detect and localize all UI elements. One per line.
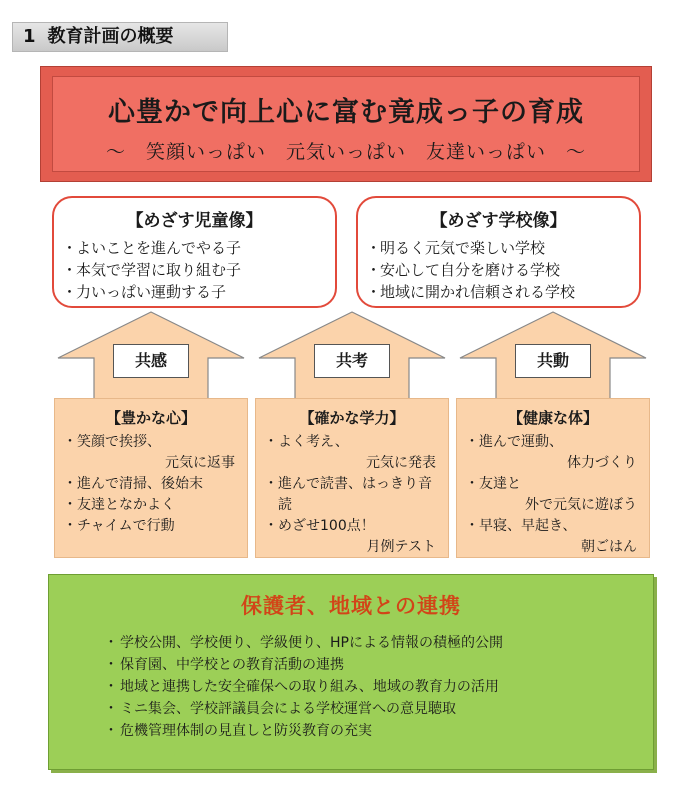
pillar-title: 【確かな学力】 <box>299 409 405 427</box>
goal-box-school <box>356 196 641 308</box>
pillar-kyodo <box>456 308 650 558</box>
pillar-item-line: 元気に返事 <box>165 455 235 471</box>
pillar-title: 【豊かな心】 <box>105 409 196 427</box>
goal-item: ・ よいことを進んでやる子 <box>76 237 335 259</box>
partnership-item: ・ 地域と連携した安全確保への取り組み、地域の教育力の活用 <box>120 676 654 698</box>
pillar-item-line: 朝ごはん <box>581 539 637 555</box>
goal-list <box>358 237 639 303</box>
goal-item: ・ 地域に開かれ信頼される学校 <box>380 281 639 303</box>
pillar-kyoko <box>255 308 449 558</box>
pillar-tag: 共動 <box>515 344 591 378</box>
pillar-item: ・ チャイムで行動 <box>77 516 239 537</box>
pillar-panel <box>456 398 650 558</box>
pillar-item <box>278 432 440 474</box>
pillar-item <box>479 474 641 516</box>
goal-box-title: 【めざす学校像】 <box>430 211 567 231</box>
pillar-item-line: 外で元気に遊ぼう <box>525 497 637 513</box>
goal-list <box>54 237 335 303</box>
pillar-item: ・ 進んで清掃、後始末 <box>77 474 239 495</box>
goal-item: ・ 力いっぱい運動する子 <box>76 281 335 303</box>
pillar-item <box>479 516 641 558</box>
pillar-list <box>55 432 247 537</box>
pillar-kyokan <box>54 308 248 558</box>
partnership-panel <box>48 574 654 770</box>
pillar-item <box>479 432 641 474</box>
vision-statement: 心豊かで向上心に富む竟成っ子の育成 <box>108 97 584 128</box>
pillar-item-line: 元気に発表 <box>366 455 436 471</box>
vision-banner <box>40 66 652 182</box>
partnership-item: ・ ミニ集会、学校評議員会による学校運営への意見聴取 <box>120 698 654 720</box>
partnership-item: ・ 学校公開、学校便り、学級便り、HPによる情報の積極的公開 <box>120 632 654 654</box>
partnership-item: ・ 保育園、中学校との教育活動の連携 <box>120 654 654 676</box>
pillar-item: ・ 進んで読書、はっきり音読 <box>278 474 440 516</box>
pillar-list <box>457 432 649 558</box>
section-number: 1 <box>23 26 36 47</box>
pillar-item-line: 笑顔で挨拶、 <box>77 434 161 450</box>
pillar-panel <box>255 398 449 558</box>
pillar-item-line: よく考え、 <box>278 434 349 450</box>
pillar-item: ・ 友達となかよく <box>77 495 239 516</box>
goal-item: ・ 本気で学習に取り組む子 <box>76 259 335 281</box>
pillar-list <box>256 432 448 558</box>
section-title <box>12 22 228 52</box>
pillar-item-line: 友達と <box>479 476 521 492</box>
pillar-item-line: 月例テスト <box>366 539 436 555</box>
section-title-text: 教育計画の概要 <box>47 26 174 47</box>
pillar-item-line: 体力づくり <box>567 455 637 471</box>
vision-banner-inner <box>52 76 640 172</box>
goal-box-student <box>52 196 337 308</box>
pillar-tag: 共感 <box>113 344 189 378</box>
pillar-item-line: 進んで運動、 <box>479 434 563 450</box>
goal-item: ・ 安心して自分を磨ける学校 <box>380 259 639 281</box>
partnership-title: 保護者、地域との連携 <box>241 594 461 618</box>
goal-box-title: 【めざす児童像】 <box>126 211 263 231</box>
pillar-tag: 共考 <box>314 344 390 378</box>
pillar-item-line: めざせ100点！ <box>278 518 375 534</box>
partnership-list <box>48 632 654 742</box>
pillar-item <box>77 432 239 474</box>
pillar-item <box>278 516 440 558</box>
partnership-item: ・ 危機管理体制の見直しと防災教育の充実 <box>120 720 654 742</box>
vision-slogan: ～ 笑顔いっぱい 元気いっぱい 友達いっぱい ～ <box>105 141 586 163</box>
pillar-panel <box>54 398 248 558</box>
pillar-item-line: 早寝、早起き、 <box>479 518 577 534</box>
goal-item: ・ 明るく元気で楽しい学校 <box>380 237 639 259</box>
pillar-title: 【健康な体】 <box>507 409 598 427</box>
